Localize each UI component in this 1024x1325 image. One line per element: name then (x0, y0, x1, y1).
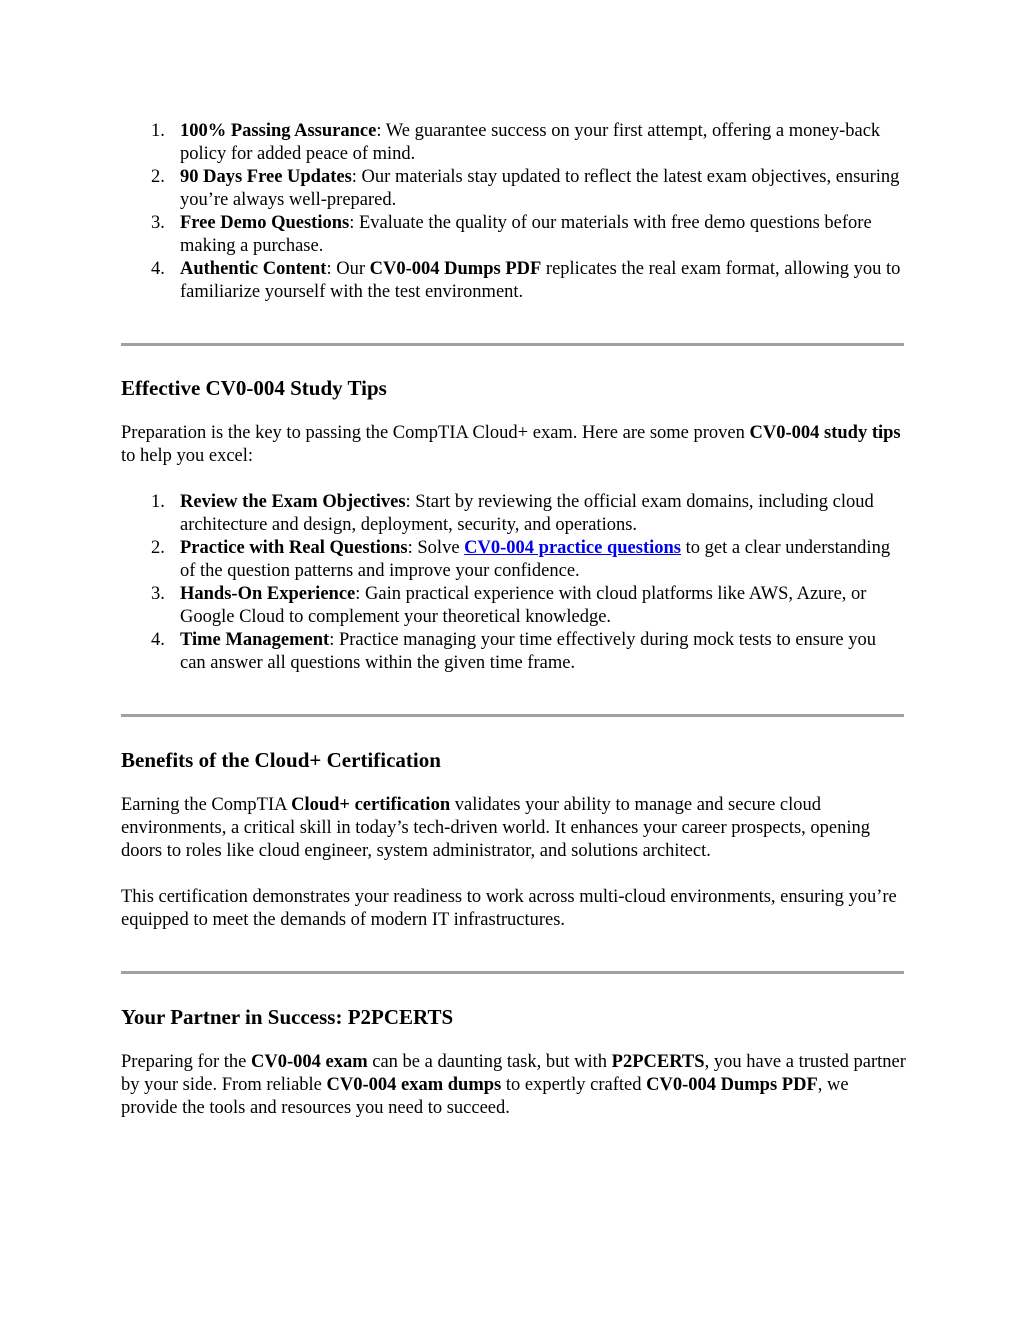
list-item (121, 258, 906, 304)
list-item (121, 212, 906, 258)
paragraph-emphasis: CV0-004 Dumps PDF (646, 1075, 818, 1095)
item-text: replicates the real exam format, allowing you to familiarize yourself with the test environment. (180, 259, 901, 302)
item-text: : Start by reviewing the official exam domains, including cloud architecture and design, deployment, security, and operations. (180, 492, 874, 535)
list-number: 2. (151, 538, 165, 558)
item-title: Free Demo Questions (180, 213, 350, 233)
section-divider (121, 971, 904, 974)
paragraph-emphasis: Cloud+ certification (291, 795, 451, 815)
paragraph-emphasis: CV0-004 study tips (749, 423, 901, 443)
section-heading-partner: Your Partner in Success: P2PCERTS (121, 1005, 454, 1029)
item-title: 90 Days Free Updates (180, 167, 352, 187)
list-number: 1. (151, 121, 165, 141)
section-heading-study-tips: Effective CV0-004 Study Tips (121, 376, 387, 400)
practice-questions-link[interactable]: CV0-004 practice questions (464, 538, 681, 558)
partner-paragraph (121, 1051, 906, 1120)
paragraph-emphasis: P2PCERTS (611, 1052, 705, 1072)
paragraph-emphasis: CV0-004 exam dumps (326, 1075, 502, 1095)
section-divider (121, 714, 904, 717)
item-title: Authentic Content (180, 259, 327, 279)
paragraph-text: to help you excel: (121, 446, 254, 466)
list-number: 4. (151, 259, 165, 279)
benefits-paragraph (121, 794, 906, 863)
paragraph-text: Preparing for the (121, 1052, 251, 1072)
list-item (121, 583, 906, 629)
document-page (121, 120, 906, 1120)
item-text: : Gain practical experience with cloud platforms like AWS, Azure, or Google Cloud to complement your theoretical knowledge. (180, 584, 867, 627)
list-number: 4. (151, 630, 165, 650)
item-title: Practice with Real Questions (180, 538, 408, 558)
item-text: : Evaluate the quality of our materials with free demo questions before making a purchase. (180, 213, 872, 256)
item-title: Time Management (180, 630, 330, 650)
paragraph-text: to expertly crafted (501, 1075, 647, 1095)
item-text: to get a clear understanding of the question patterns and improve your confidence. (180, 538, 891, 581)
paragraph-text: , you have a trusted partner by your side. From reliable (121, 1052, 906, 1095)
list-item (121, 491, 906, 537)
item-title: Hands-On Experience (180, 584, 356, 604)
item-text: : Practice managing your time effectively during mock tests to ensure you can answer all questions within the given time frame. (180, 630, 876, 673)
list-item (121, 537, 906, 583)
study-tips-list (121, 491, 906, 675)
study-intro-paragraph (121, 422, 906, 468)
list-number: 2. (151, 167, 165, 187)
paragraph-text: validates your ability to manage and secure cloud environments, a critical skill in today’s tech-driven world. It enhances your career prospects, opening doors to roles like cloud engineer, system administrator, and solutions architect. (121, 795, 871, 861)
section-heading-benefits: Benefits of the Cloud+ Certification (121, 748, 441, 772)
list-number: 3. (151, 213, 165, 233)
item-emphasis: CV0-004 Dumps PDF (369, 259, 542, 279)
item-text: : We guarantee success on your first attempt, offering a money-back policy for added peace of mind. (180, 121, 881, 164)
paragraph-text: , we provide the tools and resources you need to succeed. (121, 1075, 849, 1118)
item-title: Review the Exam Objectives (180, 492, 406, 512)
paragraph-text: can be a daunting task, but with (367, 1052, 612, 1072)
list-item (121, 166, 906, 212)
intro-benefits-list (121, 120, 906, 304)
item-title: 100% Passing Assurance (180, 121, 377, 141)
item-text: : Our materials stay updated to reflect the latest exam objectives, ensuring you’re always well-prepared. (180, 167, 900, 210)
paragraph-text: Preparation is the key to passing the CompTIA Cloud+ exam. Here are some proven (121, 423, 750, 443)
list-item (121, 629, 906, 675)
item-text: : Solve (407, 538, 465, 558)
item-text: : Our (326, 259, 370, 279)
paragraph-text: Earning the CompTIA (121, 795, 292, 815)
paragraph-emphasis: CV0-004 exam (250, 1052, 368, 1072)
list-number: 1. (151, 492, 165, 512)
benefits-paragraph-2: This certification demonstrates your readiness to work across multi-cloud environments, ensuring you’re equipped to meet the demands of modern IT infrastructures. (121, 887, 897, 930)
list-number: 3. (151, 584, 165, 604)
section-divider (121, 343, 904, 346)
list-item (121, 120, 906, 166)
